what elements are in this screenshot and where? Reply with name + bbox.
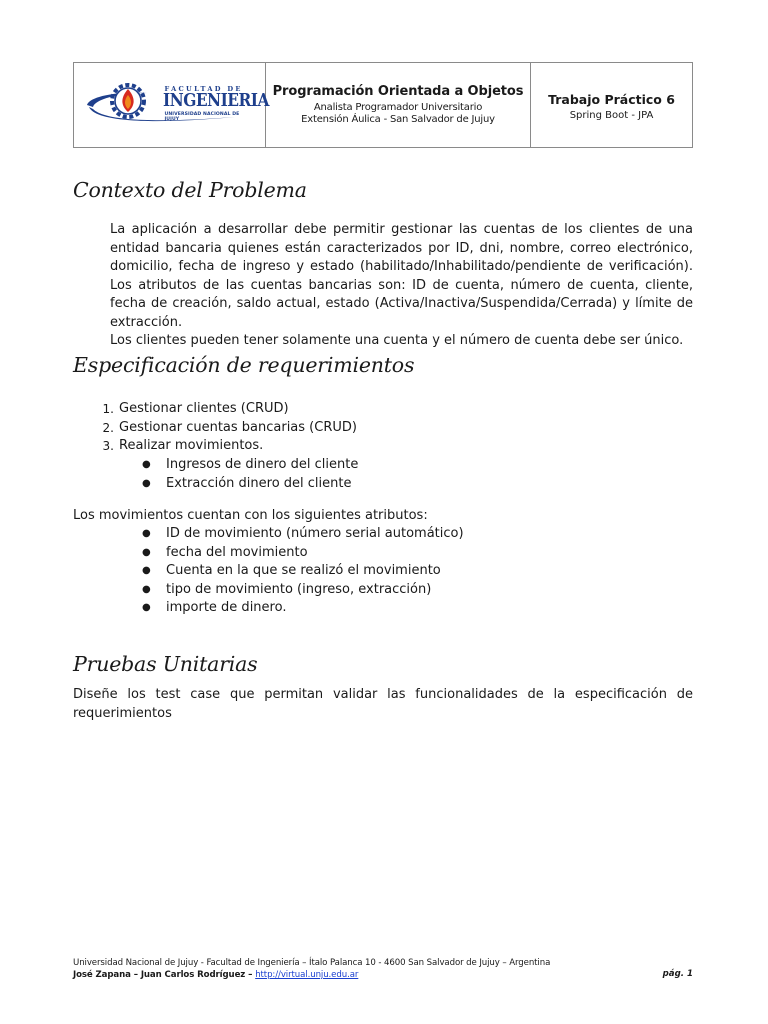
list-item-text: ID de movimiento (número serial automático) (166, 526, 464, 541)
list-item-text: tipo de movimiento (ingreso, extracción) (166, 581, 432, 597)
list-number: 3. (102, 439, 114, 453)
list-item-text: Gestionar clientes (CRUD) (119, 401, 289, 416)
requirements-list (102, 400, 357, 456)
footer-authors: José Zapana – Juan Carlos Rodríguez – (73, 970, 256, 980)
header-table (73, 62, 693, 148)
assignment-cell (531, 63, 692, 147)
list-item (142, 456, 359, 475)
list-item (142, 475, 358, 494)
list-item-text: Cuenta en la que se realizó el movimiento (166, 563, 441, 578)
page-number: pág. 1 (662, 969, 693, 979)
footer-link[interactable]: http://virtual.unju.edu.ar (255, 970, 359, 980)
list-item (102, 419, 357, 438)
list-item-text: fecha del movimiento (166, 544, 308, 560)
list-item-text: Extracción dinero del cliente (166, 475, 352, 491)
list-item-text: Ingresos de dinero del cliente (166, 457, 359, 472)
section-heading-especificacion: Especificación de requerimientos (73, 353, 415, 377)
list-item-text: Realizar movimientos. (119, 438, 264, 453)
contexto-paragraph: La aplicación a desarrollar debe permitir gestionar las cuentas de los clientes de una entidad bancaria quienes están caracterizados por ID, dni, nombre, correo electrónico, domicilio, fecha de ingreso y estado (habilitado/Inhabilitado/pendiente de verificación). Los atributos de las cuentas bancarias son: ID de cuenta, número de cuenta, cliente, fecha de creación, saldo actual, estado (Activa/Inactiva/Suspendida/Cerrada) y límite de extracción. (110, 222, 693, 330)
course-program: Analista Programador Universitario (313, 102, 483, 113)
movement-attributes-list (142, 525, 464, 618)
bullet-icon: ● (142, 602, 151, 613)
bullet-icon: ● (142, 565, 151, 576)
pruebas-paragraph: Diseñe los test case que permitan validar las funcionalidades de la especificación de requerimientos (73, 687, 693, 721)
contexto-body (110, 221, 693, 351)
list-item (142, 544, 464, 563)
faculty-logo (85, 77, 269, 133)
section-heading-contexto: Contexto del Problema (73, 178, 307, 202)
bullet-icon: ● (142, 546, 151, 558)
section-heading-pruebas: Pruebas Unitarias (73, 652, 258, 676)
list-number: 2. (102, 420, 114, 435)
list-item (102, 400, 357, 419)
bullet-icon: ● (142, 583, 151, 595)
assignment-title: Trabajo Práctico 6 (548, 92, 675, 107)
list-item (142, 599, 464, 618)
list-item-text: importe de dinero. (166, 600, 287, 615)
list-number: 1. (102, 402, 114, 416)
assignment-subtitle: Spring Boot - JPA (569, 110, 654, 121)
logo-cell (74, 63, 269, 147)
list-item-text: Gestionar cuentas bancarias (CRUD) (119, 419, 357, 435)
list-item (142, 525, 464, 544)
movements-types-list (142, 456, 359, 493)
course-cell (266, 63, 531, 147)
logo-universidad-text: UNIVERSIDAD NACIONAL DE JUJUY (164, 112, 240, 122)
course-location: Extensión Áulica - San Salvador de Jujuy (301, 114, 495, 125)
contexto-paragraph-last: Los clientes pueden tener solamente una cuenta y el número de cuenta debe ser único. (110, 333, 684, 348)
list-item (142, 581, 464, 600)
list-item (102, 437, 357, 456)
bullet-icon: ● (142, 528, 151, 539)
footer-address: Universidad Nacional de Jujuy - Facultad de Ingeniería – Ítalo Palanca 10 - 4600 San Salvador de Jujuy – Argentina (73, 958, 551, 968)
page-footer (73, 957, 693, 981)
movements-intro: Los movimientos cuentan con los siguientes atributos: (73, 508, 428, 523)
course-title: Programación Orientada a Objetos (272, 84, 524, 99)
bullet-icon: ● (142, 477, 151, 489)
list-item (142, 562, 464, 581)
logo-ingenieria-text: INGENIERIA (162, 91, 269, 111)
logo-facultad-text: FACULTAD DE (164, 85, 243, 93)
bullet-icon: ● (142, 459, 151, 470)
